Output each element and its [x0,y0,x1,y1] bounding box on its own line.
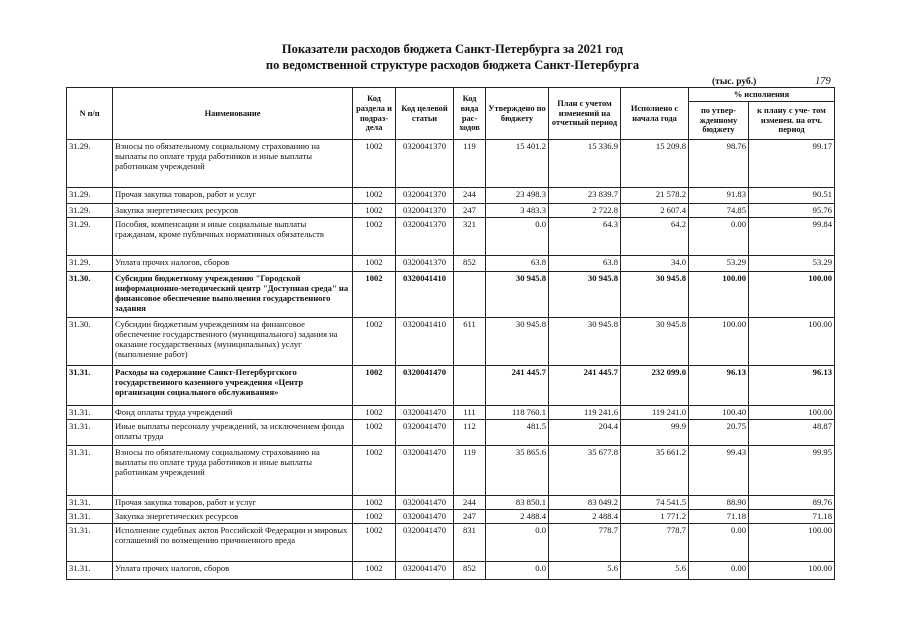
cell-utv: 23 498.3 [486,188,549,204]
cell-razdel: 1002 [353,420,396,446]
cell-isp: 99.9 [621,420,689,446]
cell-isp: 2 607.4 [621,204,689,218]
header-razdel: Код раздела и подраз- дела [353,88,396,140]
cell-vid: 112 [454,420,486,446]
cell-vid: 244 [454,496,486,510]
cell-plan: 5.6 [549,562,621,580]
cell-razdel: 1002 [353,218,396,256]
cell-plan: 241 445.7 [549,366,621,406]
cell-pct-utv: 88.90 [689,496,749,510]
cell-isp: 5.6 [621,562,689,580]
cell-num: 31.29. [67,140,113,188]
cell-pct-utv: 0.00 [689,562,749,580]
cell-name: Субсидии бюджетным учреждениям на финансовое обеспечение государственного (муниципального) задания на оказание государственных (муниципальных) услуг (выполнение работ) [113,318,353,366]
cell-num: 31.29. [67,188,113,204]
cell-isp: 74 541.5 [621,496,689,510]
cell-num: 31.31. [67,510,113,524]
cell-pct-plan: 89.76 [749,496,835,510]
cell-plan: 119 241.6 [549,406,621,420]
cell-pct-plan: 71.18 [749,510,835,524]
cell-razdel: 1002 [353,366,396,406]
cell-vid [454,366,486,406]
cell-statya: 0320041410 [396,318,454,366]
cell-razdel: 1002 [353,406,396,420]
header-plan: План с учетом изменений на отчетный период [549,88,621,140]
cell-pct-plan: 96.13 [749,366,835,406]
cell-pct-plan: 100.00 [749,318,835,366]
header-num: N п/п [67,88,113,140]
cell-utv: 15 401.2 [486,140,549,188]
cell-num: 31.29. [67,256,113,272]
cell-pct-utv: 0.00 [689,218,749,256]
cell-plan: 2 488.4 [549,510,621,524]
table-row [67,204,835,218]
cell-pct-utv: 91.83 [689,188,749,204]
cell-statya: 0320041470 [396,366,454,406]
cell-pct-utv: 20.75 [689,420,749,446]
header-pct: % исполнения [689,88,835,102]
cell-statya: 0320041370 [396,188,454,204]
cell-name: Исполнение судебных актов Российской Федерации и мировых соглашений по возмещению причиненного вреда [113,524,353,562]
cell-vid: 247 [454,510,486,524]
cell-pct-utv: 99.43 [689,446,749,496]
header-statya: Код целевой статьи [396,88,454,140]
table-row [67,420,835,446]
cell-statya: 0320041470 [396,510,454,524]
cell-name: Расходы на содержание Санкт-Петербургского государственного казенного учреждения «Центр организации социального обслуживания» [113,366,353,406]
cell-name: Уплата прочих налогов, сборов [113,562,353,580]
cell-utv: 2 488.4 [486,510,549,524]
table-row [67,524,835,562]
header-vid: Код вида рас- ходов [454,88,486,140]
cell-pct-plan: 99.17 [749,140,835,188]
cell-pct-utv: 100.00 [689,272,749,318]
cell-num: 31.30. [67,272,113,318]
cell-num: 31.31. [67,366,113,406]
cell-statya: 0320041470 [396,446,454,496]
cell-plan: 15 336.9 [549,140,621,188]
cell-isp: 119 241.0 [621,406,689,420]
cell-name: Взносы по обязательному социальному страхованию на выплаты по оплате труда работников и иные выплаты работникам учреждений [113,140,353,188]
cell-pct-plan: 48.87 [749,420,835,446]
cell-num: 31.31. [67,446,113,496]
header-name: Наименование [113,88,353,140]
cell-vid: 247 [454,204,486,218]
cell-razdel: 1002 [353,496,396,510]
cell-pct-plan: 95.76 [749,204,835,218]
cell-pct-plan: 99.84 [749,218,835,256]
cell-razdel: 1002 [353,562,396,580]
cell-razdel: 1002 [353,140,396,188]
table-body [67,140,835,580]
cell-num: 31.31. [67,562,113,580]
cell-isp: 21 578.2 [621,188,689,204]
cell-utv: 0.0 [486,562,549,580]
cell-num: 31.30. [67,318,113,366]
cell-utv: 0.0 [486,524,549,562]
cell-utv: 30 945.8 [486,318,549,366]
cell-razdel: 1002 [353,318,396,366]
cell-plan: 30 945.8 [549,272,621,318]
cell-razdel: 1002 [353,204,396,218]
cell-vid: 831 [454,524,486,562]
cell-num: 31.31. [67,524,113,562]
table-row [67,318,835,366]
cell-razdel: 1002 [353,510,396,524]
cell-utv: 3 483.3 [486,204,549,218]
cell-name: Пособия, компенсации и иные социальные выплаты гражданам, кроме публичных нормативных обязательств [113,218,353,256]
cell-utv: 118 760.1 [486,406,549,420]
table-row [67,140,835,188]
cell-pct-plan: 99.95 [749,446,835,496]
cell-pct-utv: 96.13 [689,366,749,406]
cell-vid: 321 [454,218,486,256]
cell-statya: 0320041370 [396,256,454,272]
cell-utv: 83 850.1 [486,496,549,510]
cell-isp: 1 771.2 [621,510,689,524]
cell-num: 31.31. [67,496,113,510]
cell-pct-utv: 0.00 [689,524,749,562]
cell-pct-plan: 100.00 [749,524,835,562]
cell-name: Субсидии бюджетному учреждению "Городской информационно-методический центр "Доступная среда" на финансовое обеспечение выполнения государственного задания [113,272,353,318]
cell-name: Закупка энергетических ресурсов [113,510,353,524]
cell-razdel: 1002 [353,256,396,272]
table-row [67,366,835,406]
cell-pct-utv: 74.85 [689,204,749,218]
cell-plan: 23 839.7 [549,188,621,204]
cell-statya: 0320041470 [396,406,454,420]
cell-statya: 0320041470 [396,524,454,562]
cell-razdel: 1002 [353,446,396,496]
cell-plan: 83 049.2 [549,496,621,510]
cell-vid: 852 [454,562,486,580]
cell-pct-plan: 53.29 [749,256,835,272]
cell-name: Прочая закупка товаров, работ и услуг [113,188,353,204]
cell-isp: 30 945.8 [621,272,689,318]
cell-vid: 119 [454,446,486,496]
cell-isp: 30 945.8 [621,318,689,366]
cell-pct-utv: 71.18 [689,510,749,524]
cell-vid: 111 [454,406,486,420]
cell-isp: 15 209.8 [621,140,689,188]
cell-vid: 119 [454,140,486,188]
expenses-table [66,87,835,580]
cell-pct-plan: 100.00 [749,562,835,580]
cell-name: Прочая закупка товаров, работ и услуг [113,496,353,510]
table-row [67,496,835,510]
cell-isp: 34.0 [621,256,689,272]
cell-pct-plan: 100.00 [749,406,835,420]
cell-razdel: 1002 [353,272,396,318]
cell-utv: 0.0 [486,218,549,256]
units-label: (тыс. руб.) [712,77,757,87]
cell-statya: 0320041370 [396,140,454,188]
cell-num: 31.29. [67,204,113,218]
cell-utv: 35 865.6 [486,446,549,496]
cell-name: Фонд оплаты труда учреждений [113,406,353,420]
cell-utv: 63.8 [486,256,549,272]
table-row [67,272,835,318]
cell-pct-plan: 90.51 [749,188,835,204]
cell-pct-utv: 100.40 [689,406,749,420]
cell-plan: 778.7 [549,524,621,562]
header-isp: Исполнено с начала года [621,88,689,140]
table-row [67,562,835,580]
table-row [67,406,835,420]
cell-statya: 0320041410 [396,272,454,318]
cell-name: Иные выплаты персоналу учреждений, за исключением фонда оплаты труда [113,420,353,446]
cell-num: 31.31. [67,406,113,420]
table-row [67,188,835,204]
cell-plan: 30 945.8 [549,318,621,366]
cell-plan: 2 722.8 [549,204,621,218]
table-row [67,446,835,496]
cell-num: 31.31. [67,420,113,446]
cell-name: Закупка энергетических ресурсов [113,204,353,218]
cell-razdel: 1002 [353,524,396,562]
cell-statya: 0320041470 [396,562,454,580]
cell-vid: 852 [454,256,486,272]
document-title: Показатели расходов бюджета Санкт-Петербурга за 2021 год [281,42,624,56]
cell-isp: 232 099.0 [621,366,689,406]
cell-statya: 0320041470 [396,420,454,446]
cell-name: Взносы по обязательному социальному страхованию на выплаты по оплате труда работников и иные выплаты работникам учреждений [113,446,353,496]
cell-pct-utv: 100.00 [689,318,749,366]
cell-utv: 241 445.7 [486,366,549,406]
cell-vid: 611 [454,318,486,366]
table-row [67,256,835,272]
cell-vid [454,272,486,318]
table-row [67,510,835,524]
header-pct-plan: к плану с уче- том изменен. на отч. период [749,102,835,140]
cell-pct-utv: 98.76 [689,140,749,188]
cell-isp: 778.7 [621,524,689,562]
header-pct-utv: по утвер- жденному бюджету [689,102,749,140]
cell-utv: 481.5 [486,420,549,446]
table-row [67,218,835,256]
cell-name: Уплата прочих налогов, сборов [113,256,353,272]
cell-vid: 244 [454,188,486,204]
page-number: 179 [815,76,831,87]
cell-pct-plan: 100.00 [749,272,835,318]
cell-pct-utv: 53.29 [689,256,749,272]
cell-plan: 63.8 [549,256,621,272]
cell-utv: 30 945.8 [486,272,549,318]
cell-statya: 0320041370 [396,204,454,218]
header-utv: Утверждено по бюджету [486,88,549,140]
cell-plan: 204.4 [549,420,621,446]
cell-statya: 0320041470 [396,496,454,510]
cell-plan: 35 677.8 [549,446,621,496]
cell-isp: 64.2 [621,218,689,256]
cell-num: 31.29. [67,218,113,256]
cell-isp: 35 661.2 [621,446,689,496]
cell-statya: 0320041370 [396,218,454,256]
cell-plan: 64.3 [549,218,621,256]
document-subtitle: по ведомственной структуре расходов бюджета Санкт-Петербурга [265,58,640,72]
cell-razdel: 1002 [353,188,396,204]
